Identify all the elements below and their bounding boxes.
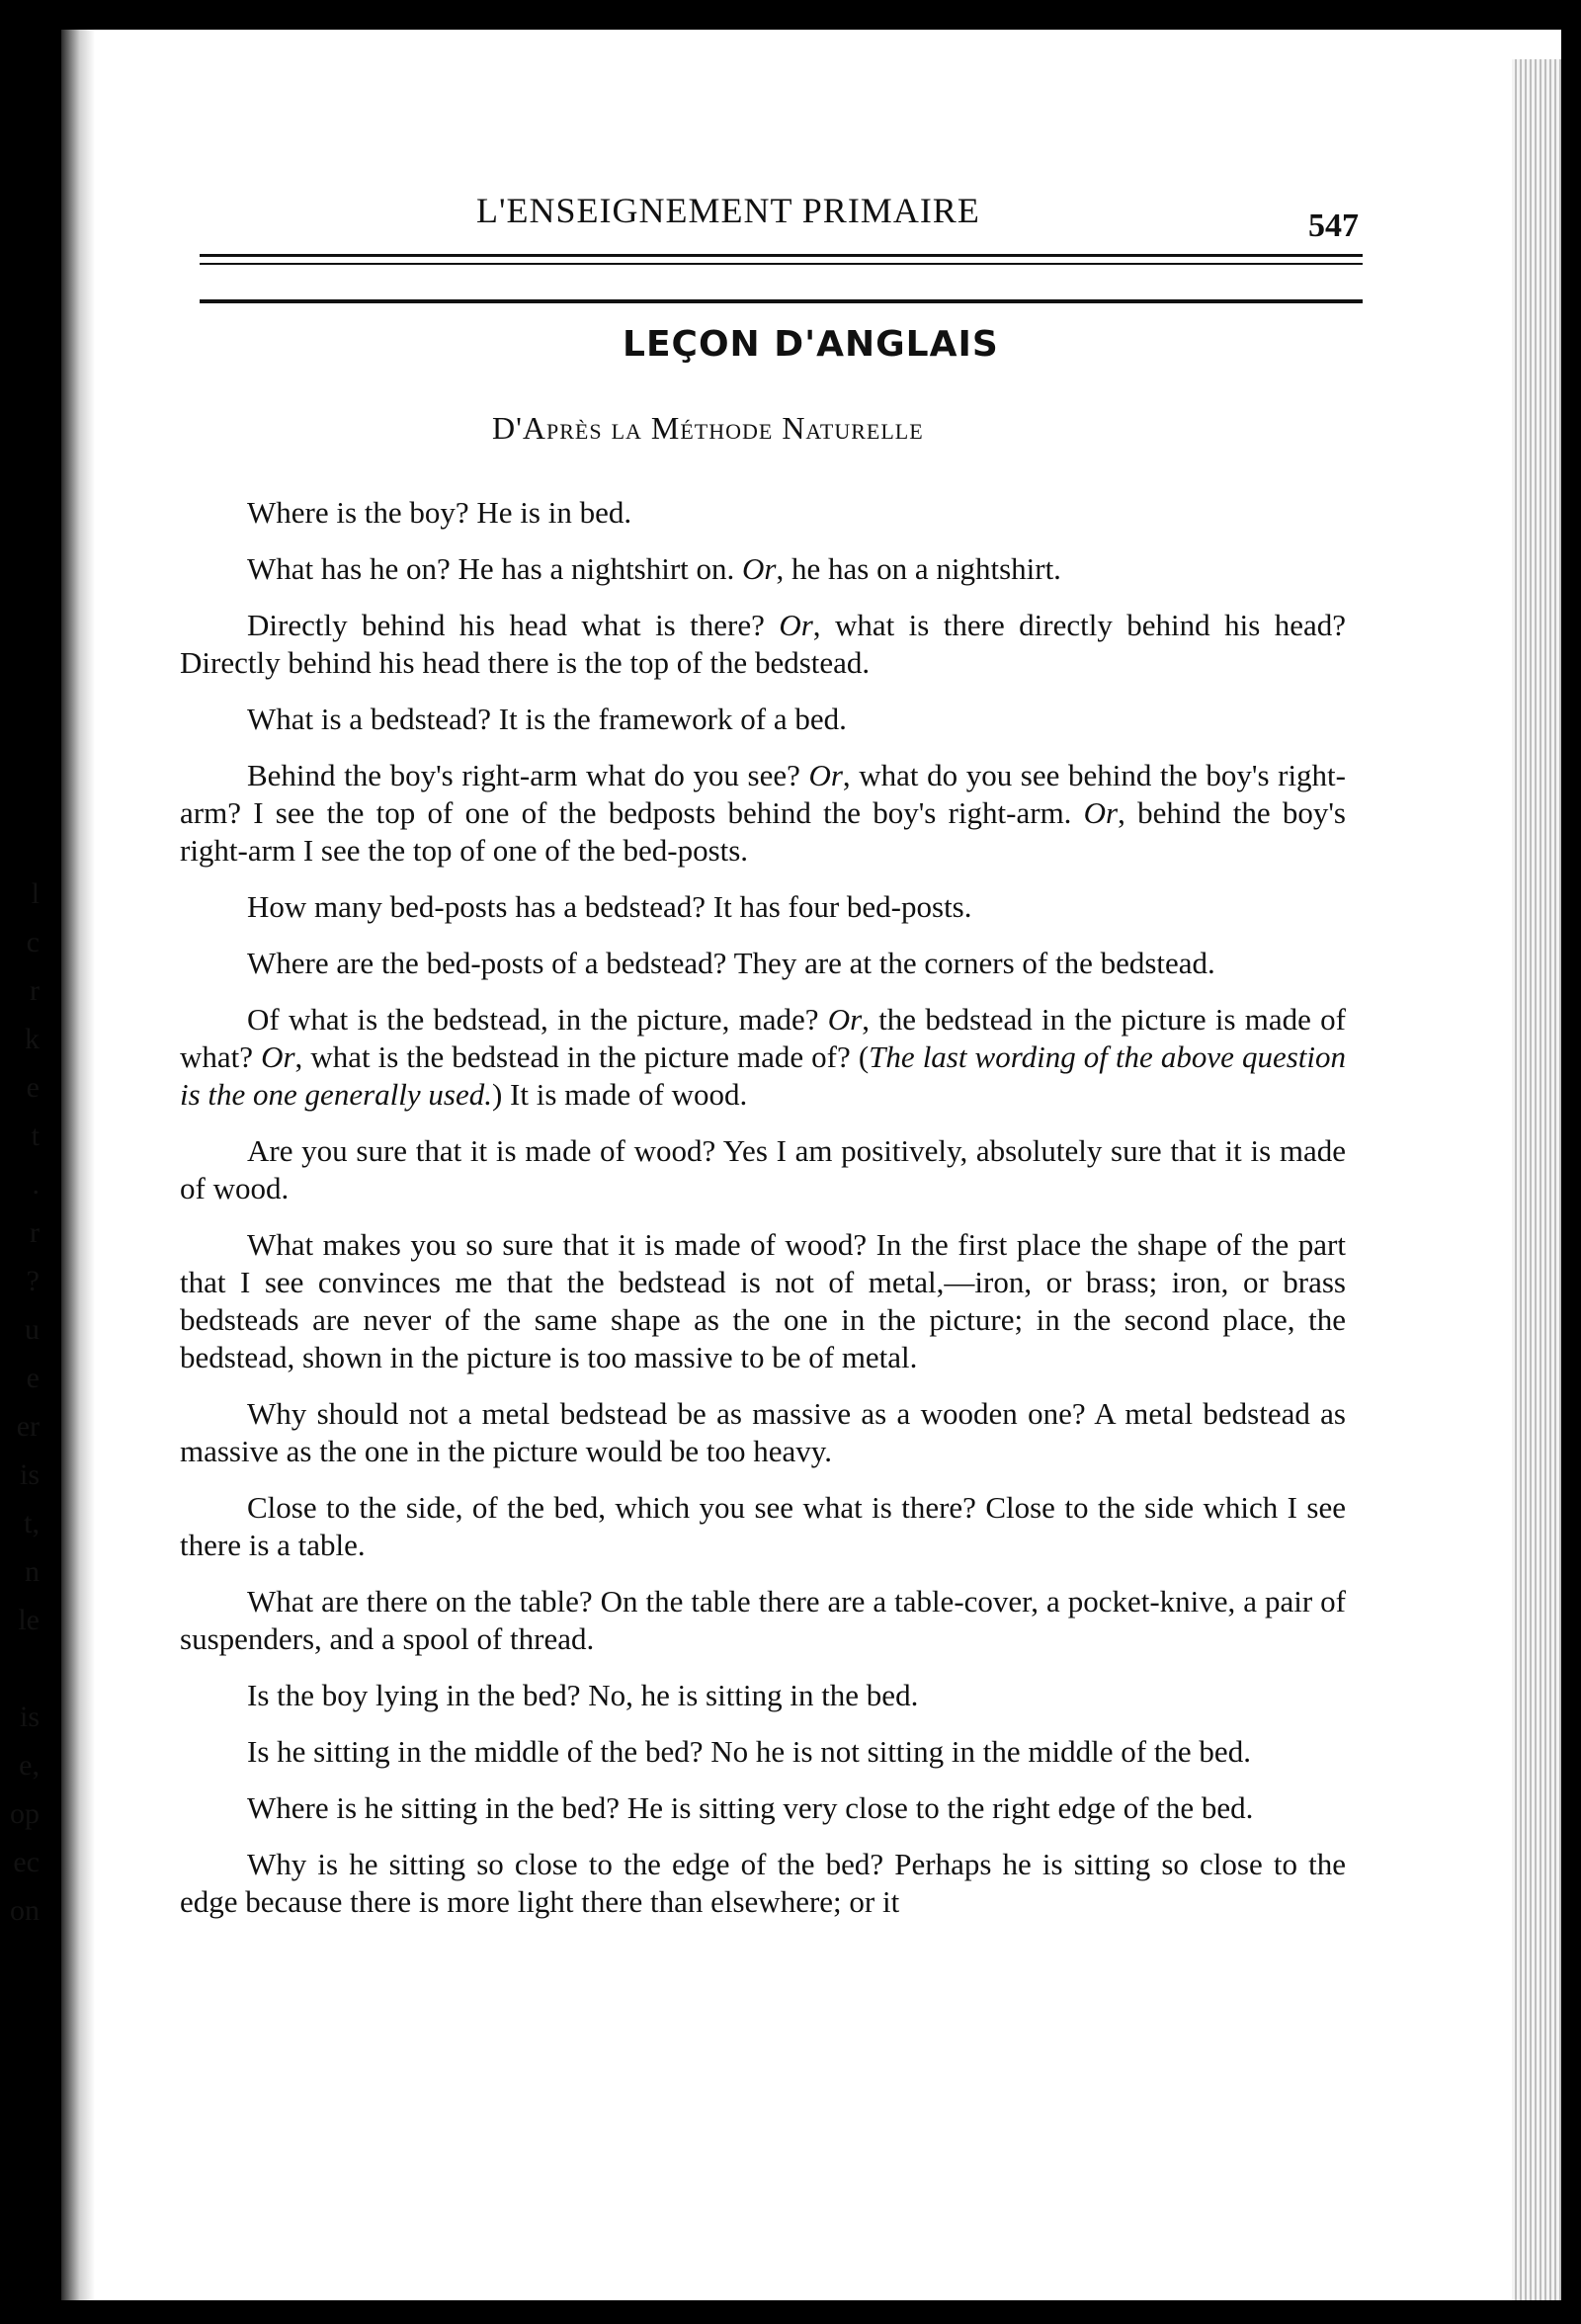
paragraph: What has he on? He has a nightshirt on. Or, he has on a nightshirt. [247,551,1061,586]
left-page-fragment: r [30,974,40,1007]
paragraph: Behind the boy's right-arm what do you see? Or, what do you see behind the boy's right-arm? I see the top of one of the bedposts behind the boy's right-arm. Or, behind the boy's right-arm I see the top of one of the bed-posts. [180,758,1346,868]
left-page-fragment: op [10,1797,40,1830]
paragraph: How many bed-posts has a bedstead? It has four bed-posts. [247,889,972,924]
header-rule [200,299,1363,303]
paragraph: What makes you so sure that it is made of wood? In the first place the shape of the part that I see convinces me that the bedstead is not of metal,—iron, or brass; iron, or brass bedsteads are never of the same shape as the one in the picture; in the second place, the bedstead, shown in the picture is too massive to be of metal. [180,1227,1346,1374]
left-page-fragments [0,870,40,1935]
paragraph: Where are the bed-posts of a bedstead? They are at the corners of the bedstead. [247,946,1215,980]
left-page-fragment: e [26,1071,40,1104]
left-page-fragment: n [25,1555,40,1588]
page-number: 547 [1308,208,1359,244]
left-page-fragment: is [19,1701,40,1733]
paragraph: What are there on the table? On the table there are a table-cover, a pocket-knive, a pair of suspenders, and a spool of thread. [180,1584,1346,1656]
running-title: L'ENSEIGNEMENT PRIMAIRE [476,191,980,230]
left-page-fragment: ec [13,1846,40,1878]
paragraph: Why should not a metal bedstead be as massive as a wooden one? A metal bedstead as massive as the one in the picture would be too heavy. [180,1396,1346,1468]
paragraph: Are you sure that it is made of wood? Yes I am positively, absolutely sure that it is made of wood. [180,1133,1346,1205]
left-page-fragment: t, [24,1507,40,1539]
paragraph: Why is he sitting so close to the edge of the bed? Perhaps he is sitting so close to the edge because there is more light there than elsewhere; or it [180,1847,1346,1919]
paragraph: Is the boy lying in the bed? No, he is sitting in the bed. [247,1678,919,1712]
paragraph: Where is he sitting in the bed? He is sitting very close to the right edge of the bed. [247,1790,1254,1825]
book-page [61,30,1561,2300]
left-page-fragment: t [31,1120,40,1152]
left-page-fragment: er [16,1410,40,1443]
left-page-fragment: e, [19,1749,40,1782]
lesson-subtitle: D'Après la Méthode Naturelle [492,410,924,446]
left-page-fragment: k [25,1023,40,1055]
left-page-fragment: e [26,1362,40,1394]
spine-shadow [61,30,95,2300]
left-page-fragment: on [10,1894,40,1927]
paragraph: What is a bedstead? It is the framework of a bed. [247,702,847,736]
left-page-fragment: r [30,1216,40,1249]
left-page-fragment [0,1644,40,1693]
paragraph: Where is the boy? He is in bed. [247,495,632,530]
left-page-fragment: ? [26,1265,40,1297]
left-page-fragment: le [18,1604,40,1636]
left-page-fragment: c [26,926,40,958]
left-page-fragment: . [32,1168,40,1201]
header-rule [200,254,1363,257]
left-page-fragment: u [25,1313,40,1346]
header-rule [200,263,1363,265]
paragraph: Close to the side, of the bed, which you see what is there? Close to the side which I see there is a table. [180,1490,1346,1562]
paragraph: Is he sitting in the middle of the bed? No he is not sitting in the middle of the bed. [247,1734,1251,1769]
left-page-fragment: l [31,877,40,910]
page-edge [1512,59,1561,2300]
paragraph: Of what is the bedstead, in the picture, made? Or, the bedstead in the picture is made of what? Or, what is the bedstead in the picture made of? (The last wording of the above question is the one generally used.) It is made of wood. [180,1002,1346,1112]
paragraph: Directly behind his head what is there? Or, what is there directly behind his head? Directly behind his head there is the top of the bedstead. [180,608,1346,680]
lesson-body [180,494,1346,1940]
left-page-fragment: is [19,1458,40,1491]
lesson-title: LEÇON D'ANGLAIS [623,324,999,365]
